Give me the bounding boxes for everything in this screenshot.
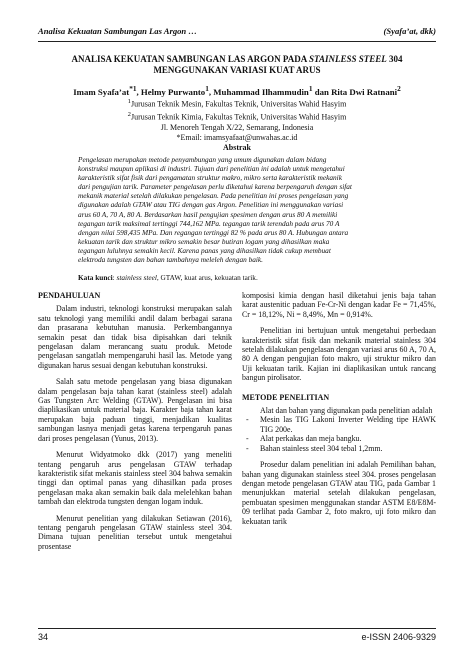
left-column bbox=[38, 291, 232, 558]
list-item: - Mesin las TIG Lakoni Inverter Welding tipe HAWK TIG 200e. bbox=[246, 415, 436, 434]
paragraph: Penelitian ini bertujuan untuk mengetahui perbedaan karakteristik sifat fisik dan mekanik material stainless 304 setelah dilakukan pengelasan dengan variasi arus 60 A, 70 A, 80 A dengan pengujian foto makro, uji struktur mikro dan Uji kekuatan tarik. Kajian ini diaplikasikan untuk rancang bangun pirolisator. bbox=[242, 326, 436, 383]
paragraph: komposisi kimia dengan hasil diketahui jenis baja tahan karat austenitic paduan Fe-Cr-Ni dengan kadar Fe = 71,45%, Cr = 18,12%, Ni = 8,49%, Mn = 0,914%. bbox=[242, 291, 436, 319]
running-header-title: Analisa Kekuatan Sambungan Las Argon … bbox=[38, 26, 197, 36]
abstract-line: tegangan tarik maksimal tertinggi 744,162 MPa. tegangan tarik terendah pada arus 70 A bbox=[78, 218, 340, 228]
abstract-line: tegangan luluhnya semakin kecil. Karena panas yang dihasilkan tidak cukup membuat bbox=[78, 245, 331, 255]
abstract-line: karakteristik sifat fisik dari pengamatan struktur makro, mikro serta karakteristik mekanik bbox=[78, 173, 342, 183]
abstract-line: mekanik material setelah dilakukan pengelasan. Pada penelitian ini proses pengelasan yang bbox=[78, 191, 349, 201]
abstract-line: kekuatan tarik dan struktur mikro semakin besar butiran logam yang dihasilkan maka bbox=[78, 236, 330, 246]
abstract-body bbox=[78, 155, 396, 264]
abstract-line: arus 60 A, 70 A, 80 A. Berdasarkan hasil pengujian spesimen dengan arus 80 A memiliki bbox=[78, 209, 338, 219]
abstract-line: dari pengujian tarik. Parameter pengelasan perlu diketahui karena berpengaruh dengan sifat bbox=[78, 182, 352, 192]
paragraph: Dalam industri, teknologi konstruksi merupakan salah satu teknologi yang memiliki andil dalam berbagai sarana dan prasarana kebutuhan manusia. Perkembangannya semakin pesat dan tidak bisa dipisahkan dari teknik pengelasan dalam merancang suatu produk. Metode pengelasan sangatlah mempengaruhi hasil las. Metode yang digunakan harus sesuai dengan kebutuhan konstruksi. bbox=[38, 304, 232, 370]
section-heading-introduction: PENDAHULUAN bbox=[38, 291, 101, 300]
section-heading-methods: METODE PENELITIAN bbox=[242, 392, 330, 402]
abstract-line: dengan nilai 598,435 MPa. Dan regangan tertinggi 82 % pada arus 80 A. Hubungan antara bbox=[78, 227, 349, 237]
abstract-heading: Abstrak bbox=[222, 143, 251, 152]
footer-rule bbox=[38, 628, 436, 629]
keywords: Kata kunci: stainless steel, GTAW, kuat arus, kekuatan tarik. bbox=[78, 273, 258, 282]
page-number: 34 bbox=[38, 632, 49, 642]
paragraph: Prosedur dalam penelitian ini adalah Pemilihan bahan, bahan yang digunakan stainless steel 304. proses pengelasan dengan metode pengelasan GTAW atau TIG, pada Gambar 1 menunjukkan material setelah dilakukan pengelasan, pembuatan spesimen menggunakan standar ASTM E8/E8M-09 terlihat pada Gambar 2, foto makro, uji foto mikro dan kekuatan tarik bbox=[242, 460, 436, 526]
paragraph: Alat dan bahan yang digunakan pada penelitian adalah bbox=[260, 406, 433, 416]
corresponding-email: *Email: imamsyafaat@unwahas.ac.id bbox=[176, 132, 298, 142]
abstract-line: elektroda tungsten dan bahan tambahnya meleleh dengan baik. bbox=[78, 255, 263, 265]
list-item: - Bahan stainless steel 304 tebal 1,2mm. bbox=[246, 443, 383, 453]
issn: e-ISSN 2406-9329 bbox=[361, 632, 436, 642]
running-header-authors: (Syafa’at, dkk) bbox=[383, 26, 436, 36]
paragraph: Salah satu metode pengelasan yang biasa digunakan dalam pengelasan baja tahan karat (stainless steel) adalah Gas Tungsten Arc Welding (GTAW). Pengelasan ini bisa diaplikasikan untuk material baja. Karakter baja tahan karat merupakan baja paduan tinggi, menjadikan kualitas sambungan lasnya menjadi getas karena terpengaruh panas dari proses pengelasan (Yunus, 2013). bbox=[38, 377, 232, 443]
header-rule bbox=[38, 41, 436, 42]
list-item: - Alat perkakas dan meja bangku. bbox=[246, 434, 362, 444]
right-column bbox=[242, 291, 436, 533]
affiliations bbox=[38, 97, 436, 143]
affiliation-address: Jl. Menoreh Tengah X/22, Semarang, Indonesia bbox=[160, 122, 314, 132]
affiliation-1: $^1$Jurusan Teknik Mesin, Fakultas Teknik, Universitas Wahid Hasyim bbox=[127, 98, 347, 109]
paper-title bbox=[38, 54, 436, 76]
affiliation-2: $^2$Jurusan Teknik Kimia, Fakultas Teknik, Universitas Wahid Hasyim bbox=[127, 110, 347, 122]
paragraph: Menurut Widyatmoko dkk (2017) yang meneliti tentang pengaruh arus pengelasan GTAW terhadap karakteristik sifat mekanis stainless steel 304 bahwa semakin tinggi dan optimal panas yang dihasilkan pada proses pengelasan maka akan semakin baik dala melelehkan bahan tambah dan elektroda tungsten dengan logam induk. bbox=[38, 450, 232, 507]
abstract-line: konstruksi maupun aplikasi di industri. Tujuan dari penelitian ini adalah untuk mengetahui bbox=[78, 164, 345, 174]
paragraph: Menurut penelitian yang dilakukan Setiawan (2016), tentang pengaruh pengelasan GTAW stainless steel 304. Dimana tujuan penelitian tersebut untuk mengetahui prosentase bbox=[38, 513, 232, 551]
running-header bbox=[38, 26, 436, 40]
abstract-line: digunakan adalah GTAW atau TIG dengan gas Argon. Penelitian ini menggunakan variasi bbox=[78, 200, 344, 210]
author-list: Imam $Syafa’at^{*1}$, Helmy Purwanto$^1$, Muhammad Ilhammudin$^1$ dan Rita Dwi Ratnani$^2$ bbox=[73, 84, 401, 97]
abstract-line: Pengelasan merupakan metode penyambungan yang umum digunakan dalam bidang bbox=[78, 155, 327, 164]
title-line-1: ANALISA KEKUATAN SAMBUNGAN LAS ARGON PADA STAINLESS STEEL 304 bbox=[71, 54, 403, 64]
title-line-2: MENGGUNAKAN VARIASI KUAT ARUS bbox=[153, 65, 321, 75]
